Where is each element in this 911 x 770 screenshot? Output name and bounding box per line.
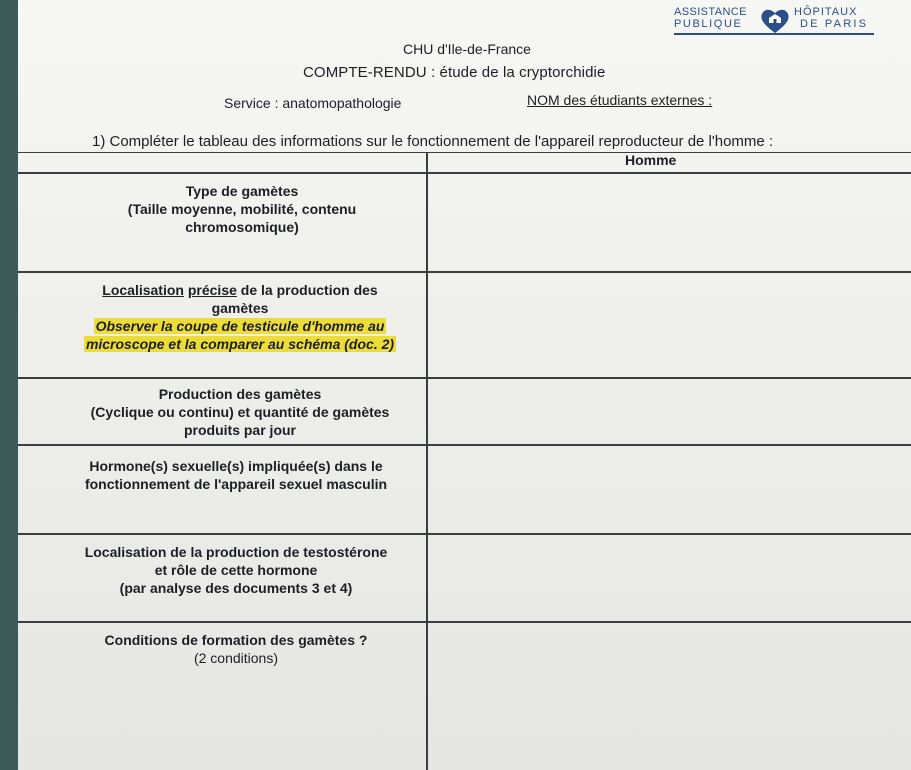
row-label-line bbox=[55, 281, 425, 299]
row-label-line: Type de gamètes bbox=[185, 183, 299, 199]
answer-cell-gamete-location[interactable] bbox=[428, 272, 911, 376]
row-label-conditions bbox=[47, 631, 425, 667]
logo-underline bbox=[674, 33, 874, 35]
row-label-line: gamètes bbox=[211, 300, 269, 316]
logo-left-line2: PUBLIQUE bbox=[674, 18, 743, 30]
highlight-line: Observer la coupe de testicule d'homme au bbox=[95, 318, 385, 334]
logo-left-line1: ASSISTANCE bbox=[674, 6, 747, 18]
answer-cell-testosterone[interactable] bbox=[428, 534, 911, 620]
underlined-word: Localisation bbox=[102, 282, 184, 298]
row-label-line: Conditions de formation des gamètes ? bbox=[104, 632, 368, 648]
row-label-line: fonctionnement de l'appareil sexuel masculin bbox=[84, 476, 388, 492]
underlined-word: précise bbox=[187, 282, 237, 298]
answer-cell-gamete-production[interactable] bbox=[428, 378, 911, 443]
service-label: Service : anatomopathologie bbox=[224, 95, 402, 111]
row-label-line: (Taille moyenne, mobilité, contenu bbox=[127, 201, 357, 217]
highlighted-instruction bbox=[55, 335, 425, 353]
column-header-homme: Homme bbox=[625, 152, 677, 168]
question-1: 1) Compléter le tableau des informations sur le fonctionnement de l'appareil reproducteur de l'homme : bbox=[92, 133, 774, 150]
answer-cell-hormones[interactable] bbox=[428, 445, 911, 532]
row-label-line: chromosomique) bbox=[185, 219, 299, 235]
report-title: COMPTE-RENDU : étude de la cryptorchidie bbox=[303, 64, 606, 81]
aphp-logo bbox=[674, 6, 874, 46]
row-label-line: (par analyse des documents 3 et 4) bbox=[119, 580, 353, 596]
logo-left-text bbox=[674, 6, 754, 30]
students-label: NOM des étudiants externes : bbox=[527, 92, 713, 108]
row-label-line: (Cyclique ou continu) et quantité de gamètes bbox=[90, 404, 390, 420]
row-label-line: (2 conditions) bbox=[193, 650, 279, 666]
row-label-text: de la production des bbox=[236, 282, 378, 298]
logo-right-line1: HÔPITAUX bbox=[794, 6, 858, 18]
row-label-line: Hormone(s) sexuelle(s) impliquée(s) dans le bbox=[89, 458, 383, 474]
heart-logo-icon bbox=[760, 8, 790, 34]
row-label-line: Localisation de la production de testostérone bbox=[84, 544, 388, 560]
institution-name: CHU d'Ile-de-France bbox=[403, 41, 531, 57]
row-label-line: Production des gamètes bbox=[158, 386, 322, 402]
answer-cell-conditions[interactable] bbox=[428, 622, 911, 770]
row-label-gamete-type bbox=[106, 182, 378, 236]
row-label-line: et rôle de cette hormone bbox=[154, 562, 318, 578]
row-label-hormones bbox=[47, 457, 425, 493]
highlighted-instruction bbox=[55, 317, 425, 335]
row-label-gamete-location bbox=[55, 281, 425, 353]
row-label-testosterone bbox=[47, 543, 425, 597]
row-label-gamete-production bbox=[55, 385, 425, 439]
row-label-line: produits par jour bbox=[184, 422, 296, 438]
answer-cell-gamete-type[interactable] bbox=[428, 173, 911, 270]
logo-right-text bbox=[794, 6, 874, 30]
desk-background bbox=[0, 0, 18, 770]
highlight-line: microscope et la comparer au schéma (doc. 2) bbox=[85, 336, 395, 352]
logo-right-line2: DE PARIS bbox=[800, 18, 869, 30]
